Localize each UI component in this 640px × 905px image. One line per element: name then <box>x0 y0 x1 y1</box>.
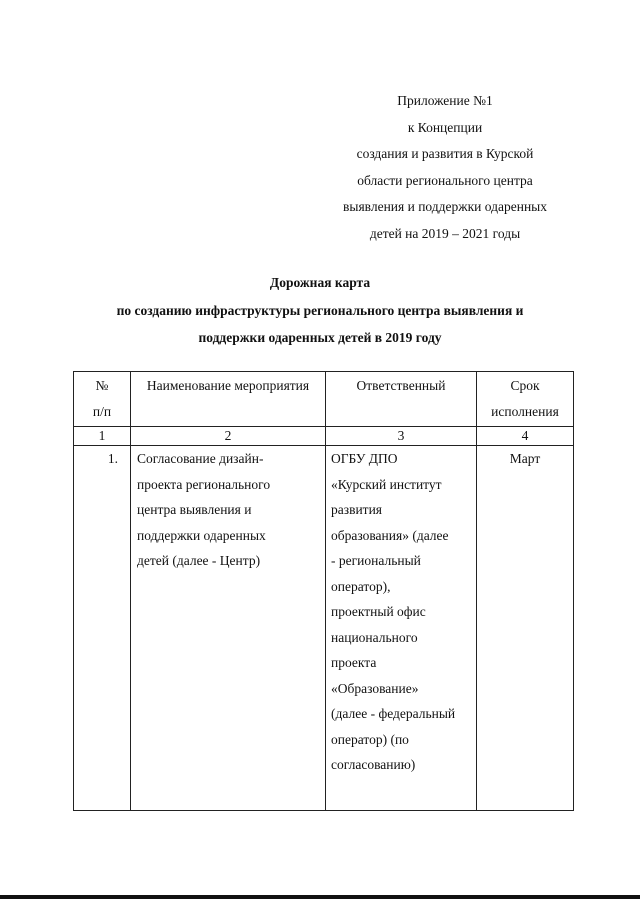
row-name <box>131 446 325 574</box>
column-number: 3 <box>326 427 477 446</box>
row-name-line: центра выявления и <box>137 502 252 517</box>
column-number: 4 <box>477 427 574 446</box>
header-name: Наименование мероприятия <box>146 378 310 393</box>
row-responsible-line: проектный офис <box>331 604 426 619</box>
row-responsible-line: - региональный <box>331 553 421 568</box>
roadmap-table <box>73 371 574 811</box>
appendix-line: создания и развития в Курской <box>356 146 534 161</box>
appendix-line: к Концепции <box>407 119 483 135</box>
row-responsible-line: оператор) (по <box>331 731 409 747</box>
column-number: 2 <box>131 427 326 446</box>
appendix-line: области регионального центра <box>357 172 533 188</box>
row-responsible-line: оператор), <box>331 578 391 594</box>
appendix-line: выявления и поддержки одаренных <box>343 199 547 214</box>
row-responsible-cell <box>326 446 477 811</box>
row-name-line: Согласование дизайн- <box>137 451 264 466</box>
row-responsible-line: «Курский институт <box>331 476 442 492</box>
header-num-line: № <box>95 378 109 393</box>
row-responsible-line: национального <box>331 629 418 645</box>
header-responsible: Ответственный <box>356 378 446 393</box>
document-title <box>0 269 640 352</box>
table-row <box>74 446 574 811</box>
appendix-line: Приложение №1 <box>397 93 493 108</box>
row-name-line: проекта регионального <box>137 476 271 492</box>
row-term: Март <box>509 451 541 466</box>
row-name-line: детей (далее - Центр) <box>137 553 261 568</box>
title-line: по созданию инфраструктуры регионального центра выявления и <box>116 302 524 318</box>
header-num-cell <box>74 372 131 427</box>
row-responsible-line: «Образование» <box>331 680 419 696</box>
column-number-row <box>74 427 574 446</box>
row-responsible-line: образования» (далее <box>331 527 449 543</box>
row-responsible-line: проекта <box>331 655 377 670</box>
header-term-cell <box>477 372 574 427</box>
header-term-line: Срок <box>510 378 540 393</box>
row-responsible-line: согласованию) <box>331 757 416 772</box>
appendix-block <box>320 88 570 247</box>
row-num-cell <box>74 446 131 811</box>
header-term-line: исполнения <box>491 404 559 419</box>
header-name-cell <box>131 372 326 427</box>
header-num-line: п/п <box>92 404 112 419</box>
row-responsible-line: (далее - федеральный <box>331 706 456 721</box>
row-number: 1. <box>107 451 118 466</box>
row-responsible <box>326 446 476 778</box>
title-line: Дорожная карта <box>269 275 371 290</box>
row-term-cell <box>477 446 574 811</box>
row-responsible-line: ОГБУ ДПО <box>331 451 398 466</box>
page-bottom-rule <box>0 895 640 899</box>
appendix-line: детей на 2019 – 2021 годы <box>369 225 521 241</box>
header-responsible-cell <box>326 372 477 427</box>
table-header-row <box>74 372 574 427</box>
row-name-cell <box>131 446 326 811</box>
row-responsible-line: развития <box>331 502 383 517</box>
row-name-line: поддержки одаренных <box>137 527 266 543</box>
column-number: 1 <box>74 427 131 446</box>
title-line: поддержки одаренных детей в 2019 году <box>198 330 442 345</box>
